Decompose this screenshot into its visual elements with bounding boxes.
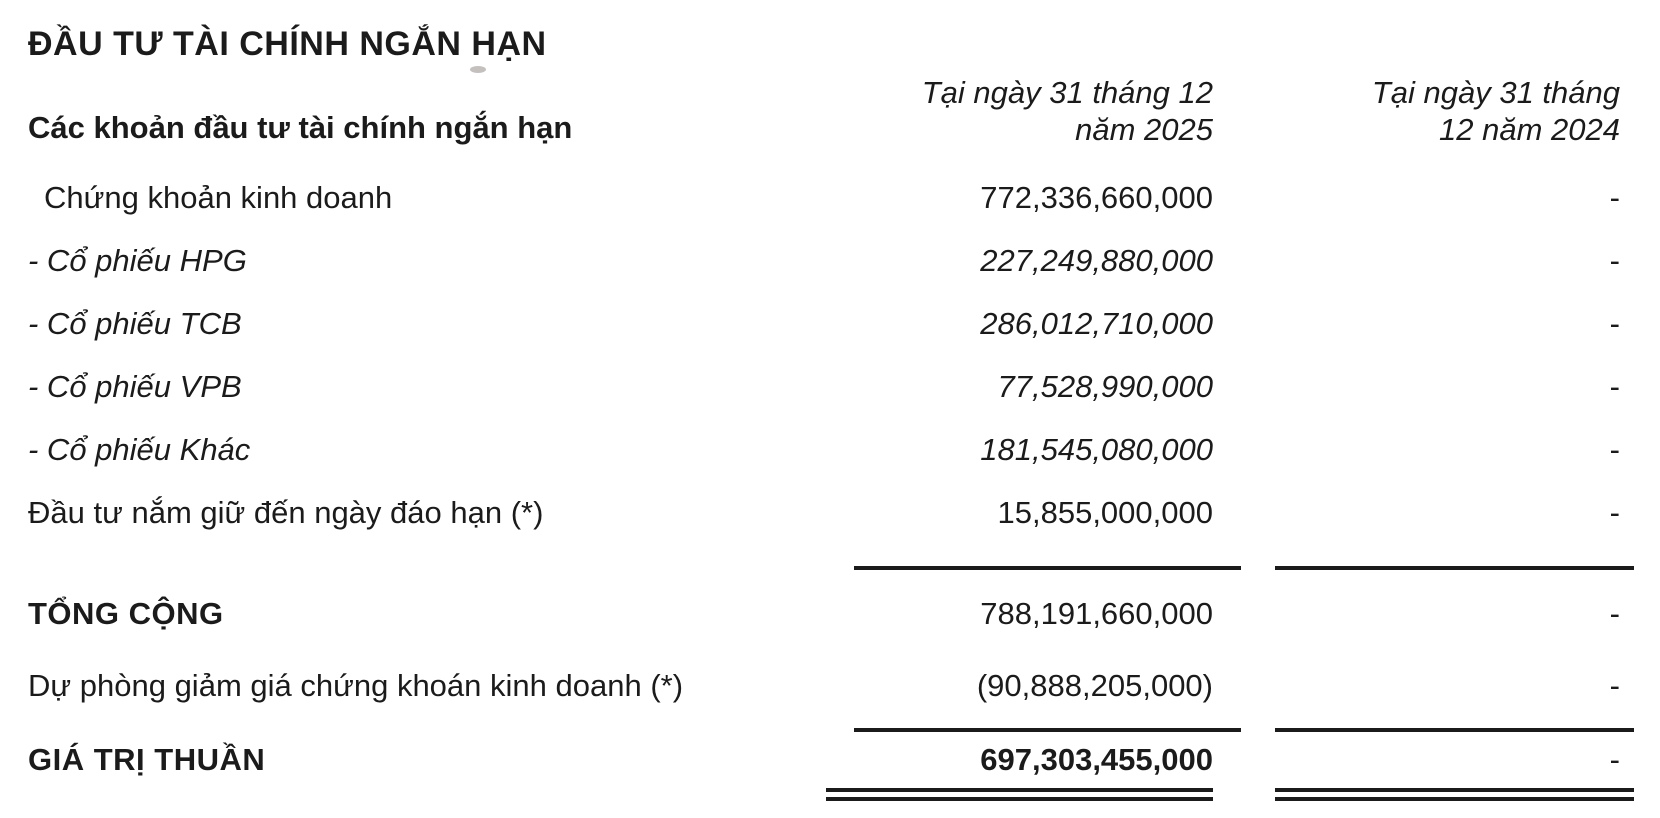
period-2025-line2: năm 2025	[1075, 112, 1213, 147]
table-row	[0, 166, 1660, 229]
period-2025-header	[790, 74, 1241, 148]
double-rule	[826, 788, 1213, 801]
net-value-rule	[0, 728, 1660, 732]
row-label: Đầu tư nắm giữ đến ngày đáo hạn (*)	[28, 494, 544, 530]
value-2024: -	[1609, 668, 1620, 703]
row-label: - Cổ phiếu TCB	[28, 305, 242, 341]
scan-artifact	[470, 66, 486, 73]
value-2024: -	[1609, 179, 1620, 215]
value-2025: 227,249,880,000	[980, 242, 1213, 278]
value-2025: 77,528,990,000	[997, 368, 1213, 404]
period-2025-line1: Tại ngày 31 tháng 12	[921, 75, 1213, 110]
column-rule	[1275, 566, 1634, 570]
column-rule	[854, 566, 1241, 570]
value-2025: 286,012,710,000	[980, 305, 1213, 341]
row-label: - Cổ phiếu VPB	[28, 368, 242, 404]
table-row	[0, 418, 1660, 481]
value-2024: -	[1609, 494, 1620, 530]
label-column-header: Các khoản đầu tư tài chính ngắn hạn	[28, 110, 573, 145]
value-2025: 772,336,660,000	[980, 179, 1213, 215]
row-label: Chứng khoản kinh doanh	[44, 179, 393, 215]
value-2024: -	[1609, 431, 1620, 467]
value-2025: 788,191,660,000	[980, 596, 1213, 631]
total-row	[0, 582, 1660, 646]
double-rule	[1275, 788, 1634, 801]
period-2024-header	[1275, 74, 1634, 148]
value-2025: 181,545,080,000	[980, 431, 1213, 467]
table-row	[0, 292, 1660, 355]
period-2024-line2: 12 năm 2024	[1439, 112, 1620, 147]
table-row	[0, 481, 1660, 544]
closing-double-rule	[0, 788, 1660, 801]
period-2024-line1: Tại ngày 31 tháng	[1371, 75, 1620, 110]
value-2024: -	[1609, 305, 1620, 341]
value-2025: (90,888,205,000)	[976, 668, 1213, 703]
value-2024: -	[1609, 368, 1620, 404]
value-2025: 697,303,455,000	[980, 742, 1213, 777]
row-label: TỔNG CỘNG	[28, 596, 224, 631]
row-label: GIÁ TRỊ THUẦN	[28, 742, 266, 777]
table-header-row	[0, 72, 1660, 148]
column-rule	[854, 728, 1241, 732]
value-2024: -	[1609, 242, 1620, 278]
investments-table	[0, 72, 1660, 801]
net-value-row	[0, 732, 1660, 788]
value-2025: 15,855,000,000	[997, 494, 1213, 530]
row-label: - Cổ phiếu HPG	[28, 242, 247, 278]
row-label: - Cổ phiếu Khác	[28, 431, 251, 467]
subtotal-rule	[0, 566, 1660, 570]
page-title: ĐẦU TƯ TÀI CHÍNH NGẮN HẠN	[28, 25, 547, 63]
table-row	[0, 355, 1660, 418]
table-row	[0, 654, 1660, 718]
column-rule	[1275, 728, 1634, 732]
value-2024: -	[1609, 596, 1620, 631]
value-2024: -	[1609, 742, 1620, 777]
row-label: Dự phòng giảm giá chứng khoán kinh doanh (*)	[28, 668, 684, 703]
table-row	[0, 229, 1660, 292]
table-body	[0, 166, 1660, 801]
